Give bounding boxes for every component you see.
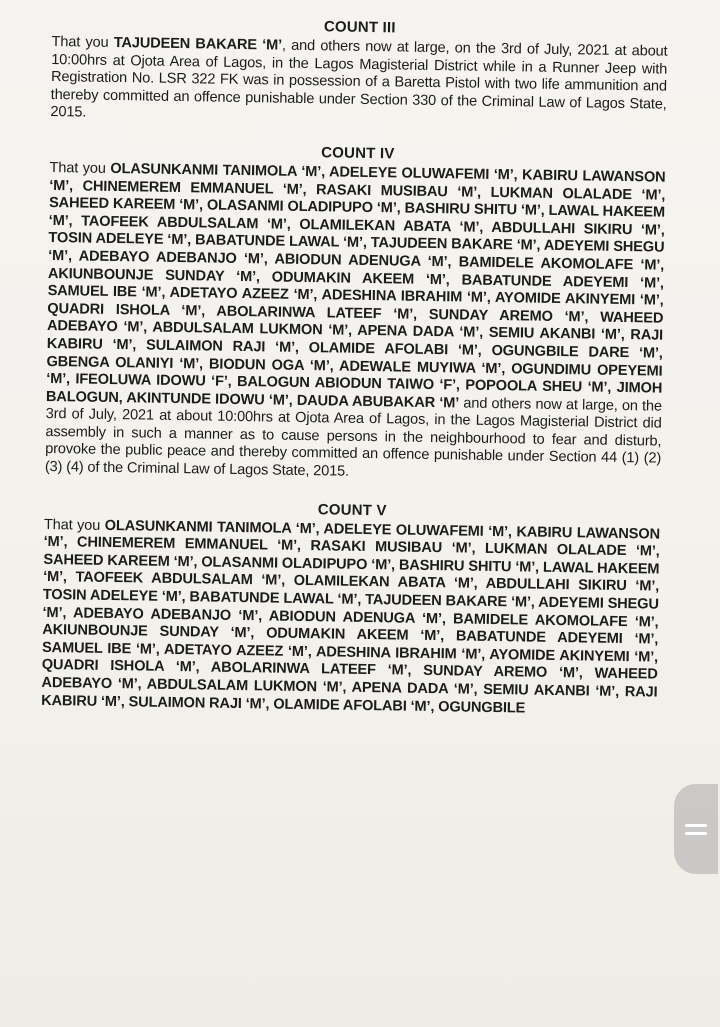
count-v-heading: COUNT V — [317, 500, 387, 519]
count-iv-text — [45, 160, 666, 486]
count-v-lead: That you — [43, 516, 105, 534]
scroll-handle[interactable] — [674, 784, 718, 874]
count-v-text — [41, 517, 660, 720]
count-iv-lead: That you — [49, 159, 111, 177]
count-iv-body: and others now at large, on the 3rd of July, 2021 at about 10:00hrs at Ojota Area of Lagos, in the Lagos Magisterial District did assembly in such a manner as to cause persons in the neighbourhood to fear and disturb, provoke the public peace and thereby committed an offence punishable under Section 44 (1) (2) (3) (4) of the Criminal Law of Lagos State, 2015. — [44, 395, 663, 480]
count-iii-accused: TAJUDEEN BAKARE ‘M’ — [113, 34, 283, 54]
count-iii-text — [50, 34, 667, 132]
charge-sheet — [41, 14, 668, 738]
count-iii-heading: COUNT III — [323, 18, 396, 37]
drag-lines-icon — [685, 819, 707, 840]
count-iii-lead: That you — [51, 33, 114, 51]
count-iv-heading: COUNT IV — [321, 144, 395, 163]
count-v-accused: OLASUNKANMI TANIMOLA ‘M’, ADELEYE OLUWAFEMI ‘M’, KABIRU LAWANSON ‘M’, CHINEMEREM EMMANUEL ‘M’, RASAKI MUSIBAU ‘M’, LUKMAN OLALADE ‘M’, SAHEED KAREEM ‘M’, OLASANMI OLADIPUPO ‘M’, BASHIRU SHITU ‘M’, LAWAL HAKEEM ‘M’, TAOFEEK ABDULSALAM ‘M’, OLAMILEKAN ABATA ‘M’, ABDULLAHI SIKIRU ‘M’, TOSIN ADELEYE ‘M’, BABATUNDE LAWAL ‘M’, TAJUDEEN BAKARE ‘M’, ADEYEMI SHEGU ‘M’, ADEBAYO ADEBANJO ‘M’, ABIODUN ADENUGA ‘M’, BAMIDELE AKOMOLAFE ‘M’, AKIUNBOUNJE SUNDAY ‘M’, ODUMAKIN AKEEM ‘M’, BABATUNDE ADEYEMI ‘M’, SAMUEL IBE ‘M’, ADETAYO AZEEZ ‘M’, ADESHINA IBRAHIM ‘M’, AYOMIDE AKINYEMI ‘M’, QUADRI ISHOLA ‘M’, ABOLARINWA LATEEF ‘M’, SUNDAY AREMO ‘M’, WAHEED ADEBAYO ‘M’, ABDULSALAM LUKMON ‘M’, APENA DADA ‘M’, SEMIU AKANBI ‘M’, RAJI KABIRU ‘M’, SULAIMON RAJI ‘M’, OLAMIDE AFOLABI ‘M’, OGUNGBILE — [41, 517, 661, 717]
count-iv-accused: OLASUNKANMI TANIMOLA ‘M’, ADELEYE OLUWAFEMI ‘M’, KABIRU LAWANSON ‘M’, CHINEMEREM EMMANUEL ‘M’, RASAKI MUSIBAU ‘M’, LUKMAN OLALADE ‘M’, SAHEED KAREEM ‘M’, OLASANMI OLADIPUPO ‘M’, BASHIRU SHITU ‘M’, LAWAL HAKEEM ‘M’, TAOFEEK ABDULSALAM ‘M’, OLAMILEKAN ABATA ‘M’, ABDULLAHI SIKIRU ‘M’, TOSIN ADELEYE ‘M’, BABATUNDE LAWAL ‘M’, TAJUDEEN BAKARE ‘M’, ADEYEMI SHEGU ‘M’, ADEBAYO ADEBANJO ‘M’, ABIODUN ADENUGA ‘M’, BAMIDELE AKOMOLAFE ‘M’, AKIUNBOUNJE SUNDAY ‘M’, ODUMAKIN AKEEM ‘M’, BABATUNDE ADEYEMI ‘M’, SAMUEL IBE ‘M’, ADETAYO AZEEZ ‘M’, ADESHINA IBRAHIM ‘M’, AYOMIDE AKINYEMI ‘M’, QUADRI ISHOLA ‘M’, ABOLARINWA LATEEF ‘M’, SUNDAY AREMO ‘M’, WAHEED ADEBAYO ‘M’, ABDULSALAM LUKMON ‘M’, APENA DADA ‘M’, SEMIU AKANBI ‘M’, RAJI KABIRU ‘M’, SULAIMON RAJI ‘M’, OLAMIDE AFOLABI ‘M’, OGUNGBILE DARE ‘M’, GBENGA OLANIYI ‘M’, BIODUN OGA ‘M’, ADEWALE MUYIWA ‘M’, OGUNDIMU OPEYEMI ‘M’, IFEOLUWA IDOWU ‘F’, BALOGUN ABIODUN TAIWO ‘F’, POPOOLA SHEU ‘M’, JIMOH BALOGUN, AKINTUNDE IDOWU ‘M’, DAUDA ABUBAKAR ‘M’ — [45, 160, 666, 412]
count-iii-body: , and others now at large, on the 3rd of July, 2021 at about 10:00hrs at Ojota Area of Lagos, in the Lagos Magisterial District while in a Runner Jeep with Registration No. LSR 322 FK was in possession of a Baretta Pistol with two life ammunition and thereby committed an offence punishable under Section 330 of the Criminal Law of Lagos State, 2015. — [50, 37, 668, 121]
